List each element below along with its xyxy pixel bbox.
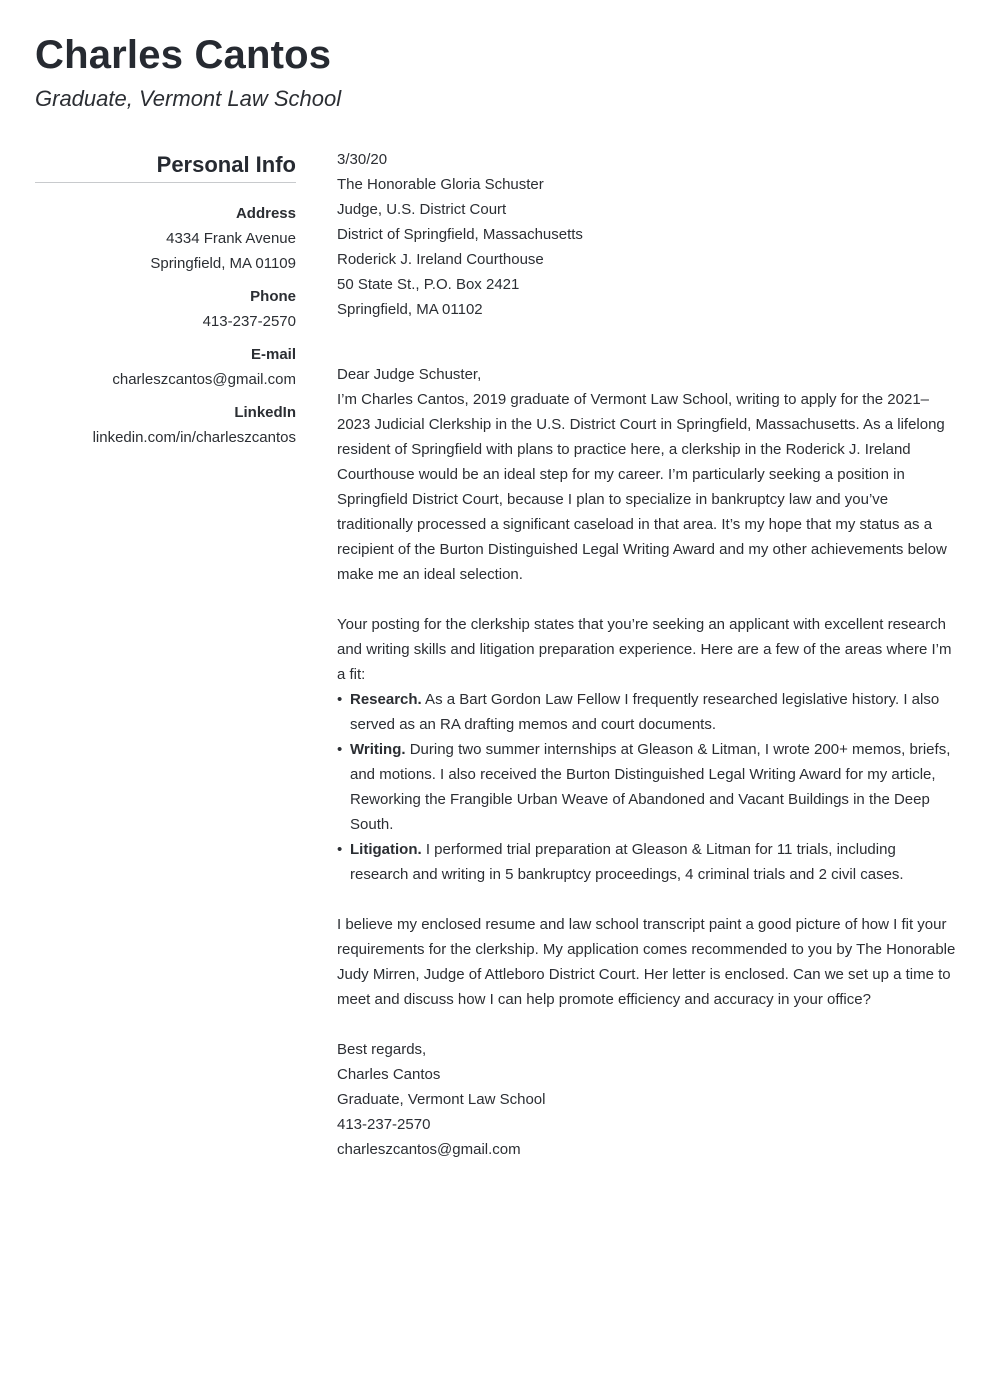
bullet-title: Litigation. [350, 841, 422, 858]
recipient-line: District of Springfield, Massachusetts [337, 226, 583, 243]
address-line-1: 4334 Frank Avenue [166, 230, 296, 247]
linkedin-block [35, 400, 296, 450]
recipient-line: 50 State St., P.O. Box 2421 [337, 276, 520, 293]
email-value: charleszcantos@gmail.com [112, 371, 296, 388]
bullet-icon: • [337, 841, 343, 858]
list-item [337, 687, 957, 737]
personal-info-heading: Personal Info [35, 150, 296, 183]
linkedin-label: LinkedIn [234, 404, 296, 421]
recipient-address [337, 172, 957, 322]
applicant-name: Charles Cantos [35, 33, 332, 77]
email-block [35, 342, 296, 392]
email-label: E-mail [250, 346, 296, 363]
letter-date: 3/30/20 [337, 151, 388, 168]
qualifications-list [337, 687, 957, 887]
bullet-text: As a Bart Gordon Law Fellow I frequently researched legislative history. I also served as an RA drafting memos and court documents. [350, 691, 940, 733]
bullet-title: Research. [350, 691, 422, 708]
personal-info-sidebar [35, 150, 296, 450]
bullet-text: During two summer internships at Gleason & Litman, I wrote 200+ memos, briefs, and motions. I also received the Burton Distinguished Legal Writing Award for my article, Reworking the Frangible Urban Weave of Abandoned and Vacant Buildings in the Deep South. [350, 741, 951, 833]
recipient-line: The Honorable Gloria Schuster [337, 176, 544, 193]
recipient-line: Judge, U.S. District Court [337, 201, 507, 218]
phone-block [35, 284, 296, 334]
cover-letter-body [337, 147, 957, 1162]
linkedin-value: linkedin.com/in/charleszcantos [92, 429, 296, 446]
bullet-title: Writing. [350, 741, 406, 758]
phone-value: 413-237-2570 [202, 313, 296, 330]
bullet-icon: • [337, 741, 343, 758]
recipient-line: Springfield, MA 01102 [337, 301, 483, 318]
address-block [35, 201, 296, 276]
address-line-2: Springfield, MA 01109 [150, 255, 296, 272]
phone-label: Phone [250, 288, 296, 305]
list-item [337, 737, 957, 837]
bullet-text: I performed trial preparation at Gleason & Litman for 11 trials, including research and writing in 5 bankruptcy proceedings, 4 criminal trials and 2 civil cases. [350, 841, 904, 883]
bullet-icon: • [337, 691, 343, 708]
salutation: Dear Judge Schuster, [337, 366, 482, 383]
applicant-subtitle: Graduate, Vermont Law School [35, 86, 342, 111]
recipient-line: Roderick J. Ireland Courthouse [337, 251, 544, 268]
body-paragraph-3: I believe my enclosed resume and law school transcript paint a good picture of how I fit your requirements for the clerkship. My application comes recommended to you by The Honorable Judy Mirren, Judge of Attleboro District Court. Her letter is enclosed. Can we set up a time to meet and discuss how I can help promote efficiency and accuracy in your office? [337, 916, 956, 1008]
closing: Best regards, [337, 1041, 427, 1058]
signature-name: Charles Cantos [337, 1066, 441, 1083]
signature-email: charleszcantos@gmail.com [337, 1141, 521, 1158]
signature-title: Graduate, Vermont Law School [337, 1091, 546, 1108]
body-paragraph-2: Your posting for the clerkship states that you’re seeking an applicant with excellent research and writing skills and litigation preparation experience. Here are a few of the areas where I’m a fit: [337, 616, 952, 683]
list-item [337, 837, 957, 887]
signature-block [337, 1062, 957, 1162]
signature-phone: 413-237-2570 [337, 1116, 431, 1133]
address-label: Address [235, 205, 296, 222]
body-paragraph-1: I’m Charles Cantos, 2019 graduate of Vermont Law School, writing to apply for the 2021–2023 Judicial Clerkship in the U.S. District Court in Springfield, Massachusetts. As a lifelong resident of Springfield with plans to practice here, a clerkship in the Roderick J. Ireland Courthouse would be an ideal step for my career. I’m particularly seeking a position in Springfield District Court, because I plan to specialize in bankruptcy law and you’ve traditionally processed a significant caseload in that area. It’s my hope that my status as a recipient of the Burton Distinguished Legal Writing Award and my other achievements below make me an ideal selection. [337, 391, 947, 583]
